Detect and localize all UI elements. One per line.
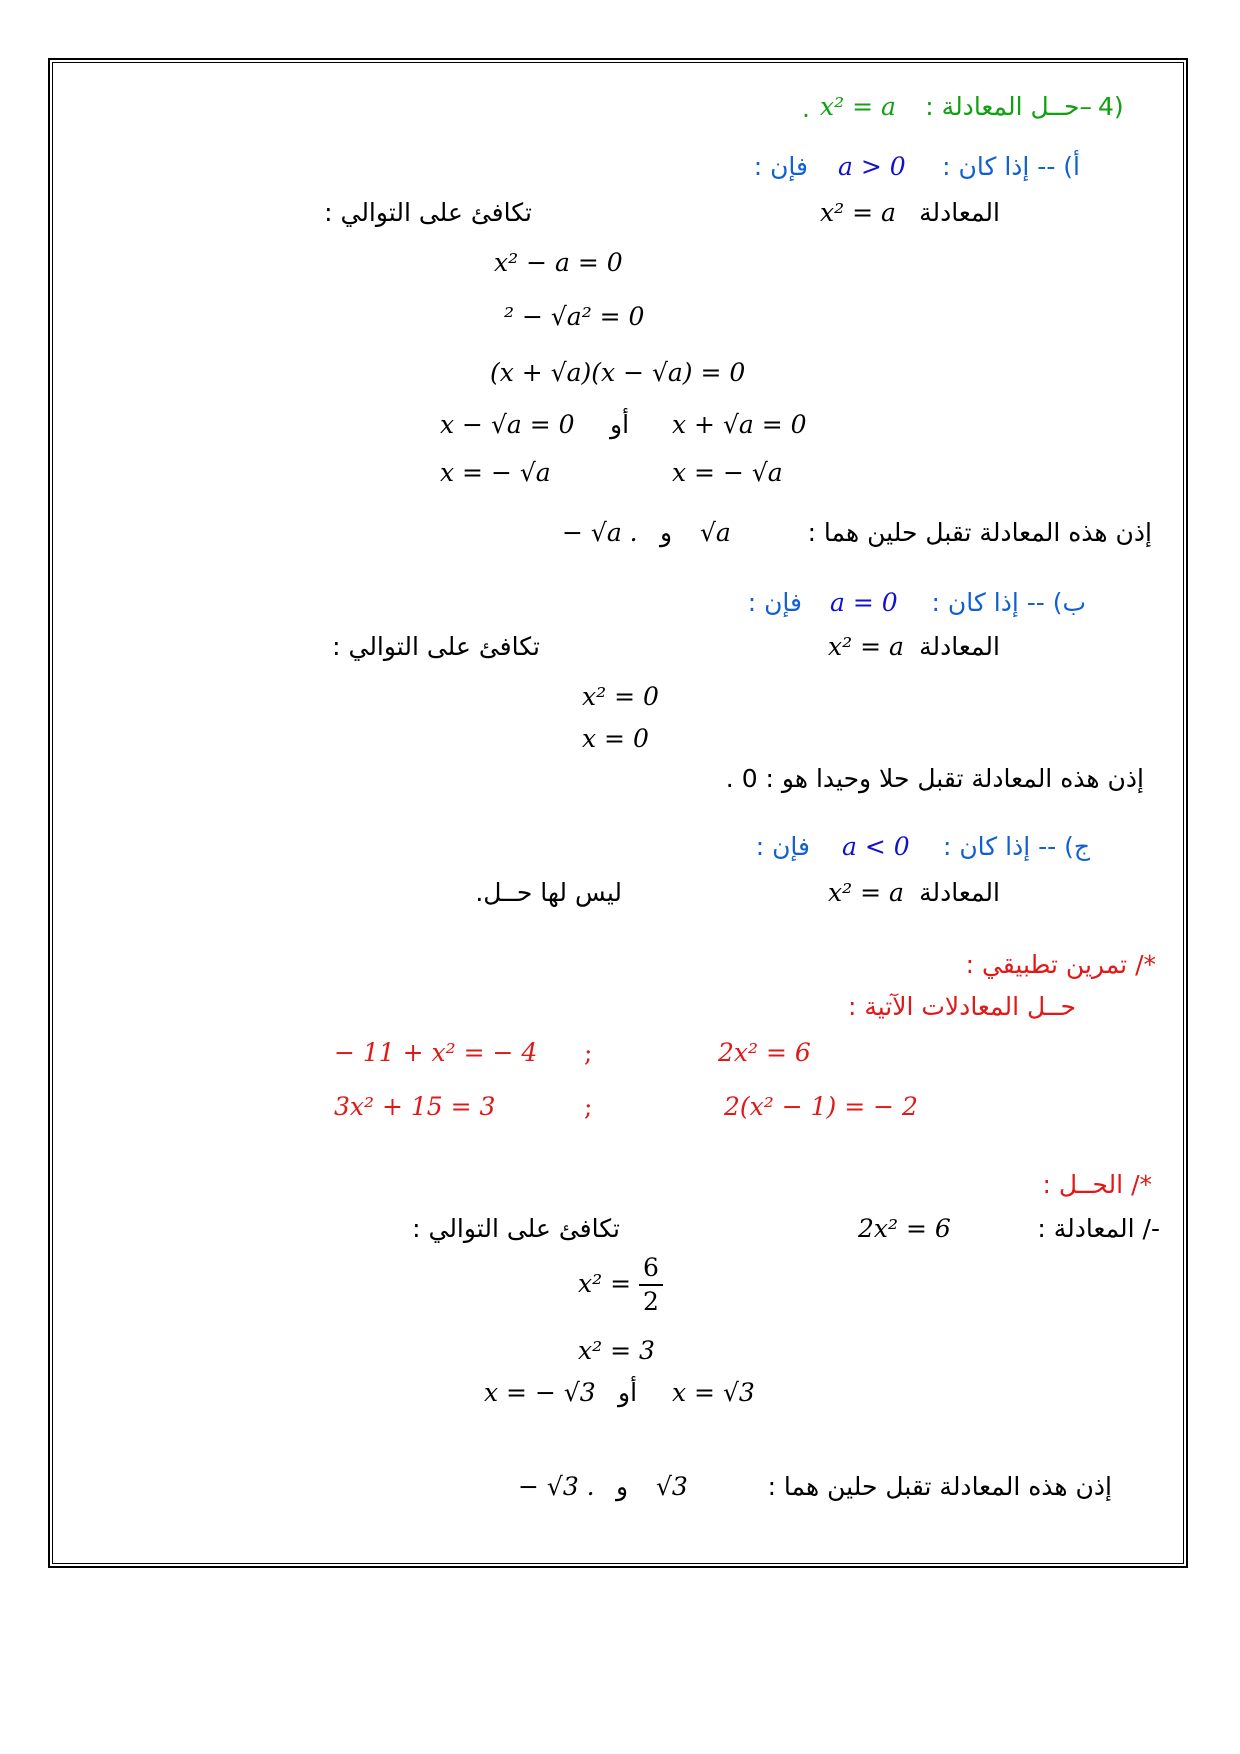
exercise-sep2: ; xyxy=(584,1092,593,1121)
case-b-label: ب) -- إذا كان : xyxy=(931,588,1086,617)
case-c-line1-eq: x² = a xyxy=(828,878,904,907)
solution-conclusion: إذن هذه المعادلة تقبل حلين هما : xyxy=(767,1472,1112,1501)
case-b-step2: x = 0 xyxy=(582,724,649,753)
heading-equation: x² = a xyxy=(820,92,896,121)
case-b-line1-eq: x² = a xyxy=(828,632,904,661)
case-b-line1-label: المعادلة xyxy=(919,632,1000,661)
solution-step1 xyxy=(578,1252,663,1318)
case-a-step4-right: x + √a = 0 xyxy=(672,410,807,439)
case-a-line1-label: المعادلة xyxy=(919,198,1000,227)
solution-title: */ الحــل : xyxy=(1042,1170,1152,1199)
heading-title: –حــل المعادلة : xyxy=(925,92,1092,121)
solution-conclusion-v2: − √3 . xyxy=(518,1472,595,1501)
solution-step1-lhs: x² = xyxy=(578,1269,632,1298)
case-a-step5-right: x = − √a xyxy=(672,458,783,487)
heading-dot: . xyxy=(802,94,810,123)
case-c-line1-tail: ليس لها حــل. xyxy=(475,878,622,907)
exercise-sep1: ; xyxy=(584,1038,593,1067)
case-b-line1-tail: تكافئ على التوالي : xyxy=(332,632,540,661)
case-c-label: ج) -- إذا كان : xyxy=(942,832,1090,861)
case-a-line1-tail: تكافئ على التوالي : xyxy=(324,198,532,227)
case-a-step2: ² − √a² = 0 xyxy=(504,302,645,331)
solution-step1-denominator: 2 xyxy=(642,1287,659,1316)
case-b-conclusion: إذن هذه المعادلة تقبل حلا وحيدا هو : 0 . xyxy=(725,764,1144,793)
case-a-conclusion-and: و xyxy=(660,518,673,547)
solution-conclusion-v1: √3 xyxy=(656,1472,688,1501)
exercise-eq2: − 11 + x² = − 4 xyxy=(334,1038,538,1067)
solution-line1-label: -/ المعادلة : xyxy=(1037,1214,1160,1243)
case-c-then: فإن : xyxy=(755,832,810,861)
case-c-condition: a < 0 xyxy=(842,832,910,861)
exercise-eq3: 2(x² − 1) = − 2 xyxy=(724,1092,918,1121)
case-a-then: فإن : xyxy=(753,152,808,181)
exercise-eq1: 2x² = 6 xyxy=(718,1038,811,1067)
case-a-condition: a > 0 xyxy=(838,152,906,181)
case-a-step4-or: أو xyxy=(610,410,630,439)
case-a-step1: x² − a = 0 xyxy=(494,248,623,277)
solution-line1-tail: تكافئ على التوالي : xyxy=(412,1214,620,1243)
solution-step3-or: أو xyxy=(618,1378,638,1407)
case-b-then: فإن : xyxy=(747,588,802,617)
solution-step1-fraction xyxy=(639,1252,663,1318)
exercise-instruction: حــل المعادلات الآتية : xyxy=(847,992,1076,1021)
solution-step2: x² = 3 xyxy=(578,1336,655,1365)
case-a-label: أ) -- إذا كان : xyxy=(942,152,1080,181)
case-a-line1-eq: x² = a xyxy=(820,198,896,227)
case-a-step3: (x + √a)(x − √a) = 0 xyxy=(490,358,746,387)
solution-step3-right: x = √3 xyxy=(672,1378,755,1407)
solution-step3-left: x = − √3 xyxy=(484,1378,596,1407)
case-b-condition: a = 0 xyxy=(830,588,898,617)
case-a-step5-left: x = − √a xyxy=(440,458,551,487)
case-a-conclusion-v1: √a xyxy=(700,518,731,547)
case-a-conclusion-v2: − √a . xyxy=(562,518,638,547)
exercise-title: */ تمرين تطبيقي : xyxy=(965,950,1156,979)
exercise-eq4: 3x² + 15 = 3 xyxy=(334,1092,496,1121)
case-a-step4-left: x − √a = 0 xyxy=(440,410,575,439)
solution-conclusion-and: و xyxy=(616,1472,629,1501)
solution-step1-numerator: 6 xyxy=(639,1252,663,1286)
heading-number: 4) xyxy=(1098,92,1124,121)
case-b-step1: x² = 0 xyxy=(582,682,659,711)
case-c-line1-label: المعادلة xyxy=(919,878,1000,907)
solution-line1-eq: 2x² = 6 xyxy=(858,1214,951,1243)
case-a-conclusion: إذن هذه المعادلة تقبل حلين هما : xyxy=(807,518,1152,547)
